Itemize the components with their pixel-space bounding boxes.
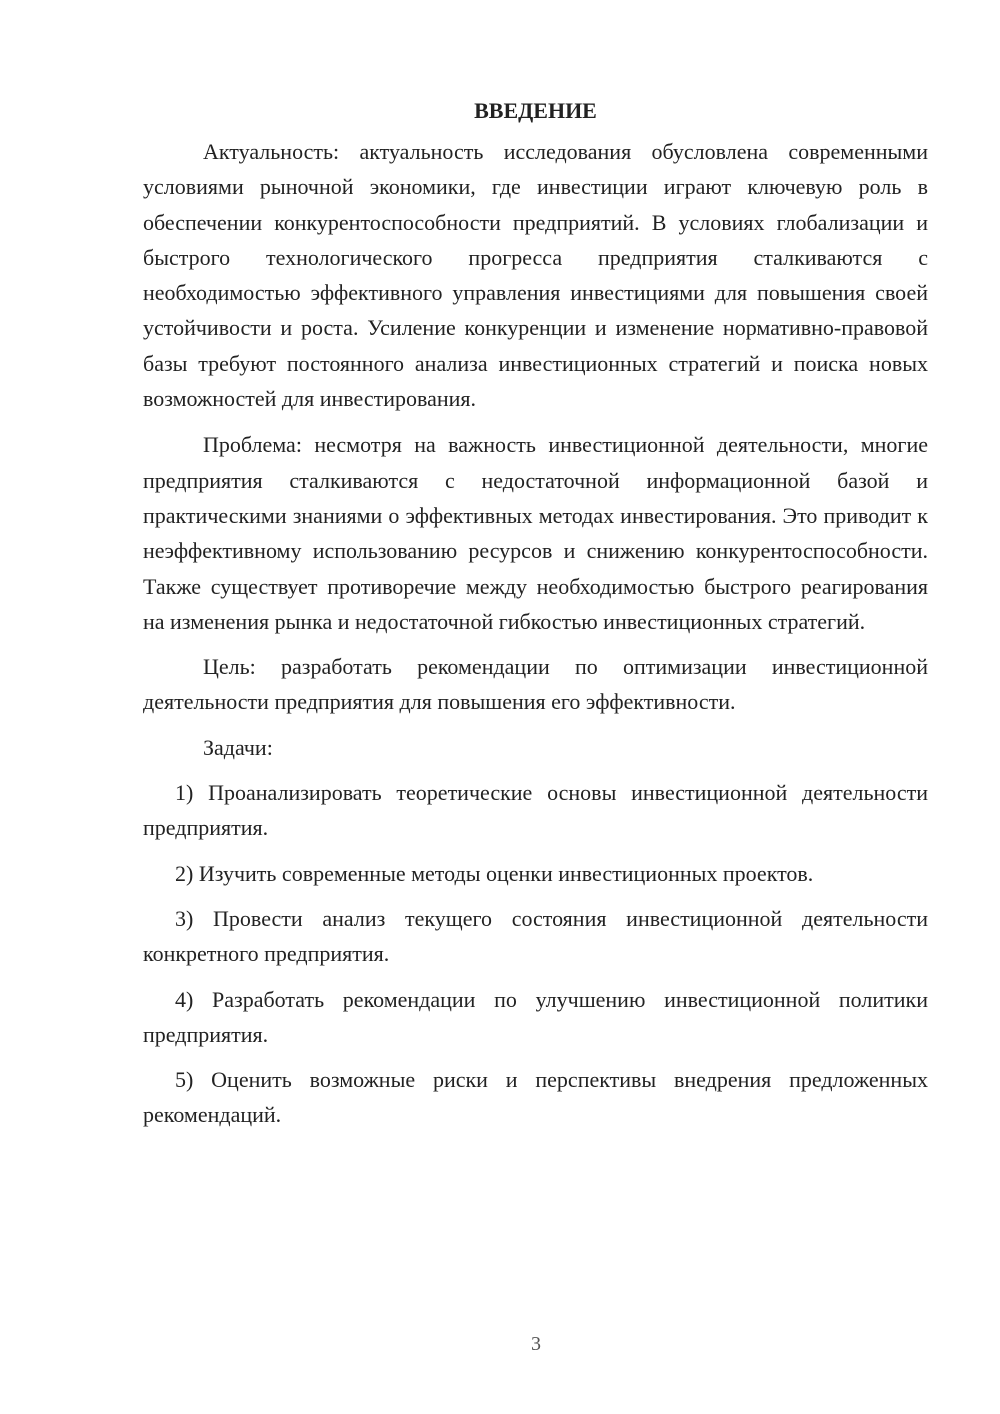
goal-paragraph: Цель: разработать рекомендации по оптимизации инвестиционной деятельности предприятия для повышения его эффективности. xyxy=(143,654,928,715)
tasks-label: Задачи: xyxy=(203,734,273,760)
task-item: 2) Изучить современные методы оценки инвестиционных проектов. xyxy=(175,860,814,886)
task-item: 4) Разработать рекомендации по улучшению инвестиционной политики предприятия. xyxy=(143,986,928,1047)
document-page xyxy=(143,93,928,1133)
problem-paragraph: Проблема: несмотря на важность инвестиционной деятельности, многие предприятия сталкиваются с недостаточной информационной базой и практическими знаниями о эффективных методах инвестирования. Это приводит к неэффективному использованию ресурсов и снижению конкурентоспособности. Также существует противоречие между необходимостью быстрого реагирования на изменения рынка и недостаточной гибкостью инвестиционных стратегий. xyxy=(143,432,928,634)
task-item: 3) Провести анализ текущего состояния инвестиционной деятельности конкретного предприятия. xyxy=(143,905,928,967)
task-item: 1) Проанализировать теоретические основы инвестиционной деятельности предприятия. xyxy=(143,780,928,841)
page-number: 3 xyxy=(531,1333,541,1355)
task-item: 5) Оценить возможные риски и перспективы внедрения предложенных рекомендаций. xyxy=(143,1067,928,1128)
section-heading: ВВЕДЕНИЕ xyxy=(474,98,597,123)
relevance-paragraph: Актуальность: актуальность исследования обусловлена современными условиями рыночной экономики, где инвестиции играют ключевую роль в обеспечении конкурентоспособности предприятий. В условиях глобализации и быстрого технологического прогресса предприятия сталкиваются с необходимостью эффективного управления инвестициями для повышения своей устойчивости и роста. Усиление конкуренции и изменение нормативно-правовой базы требуют постоянного анализа инвестиционных стратегий и поиска новых возможностей для инвестирования. xyxy=(143,139,928,412)
